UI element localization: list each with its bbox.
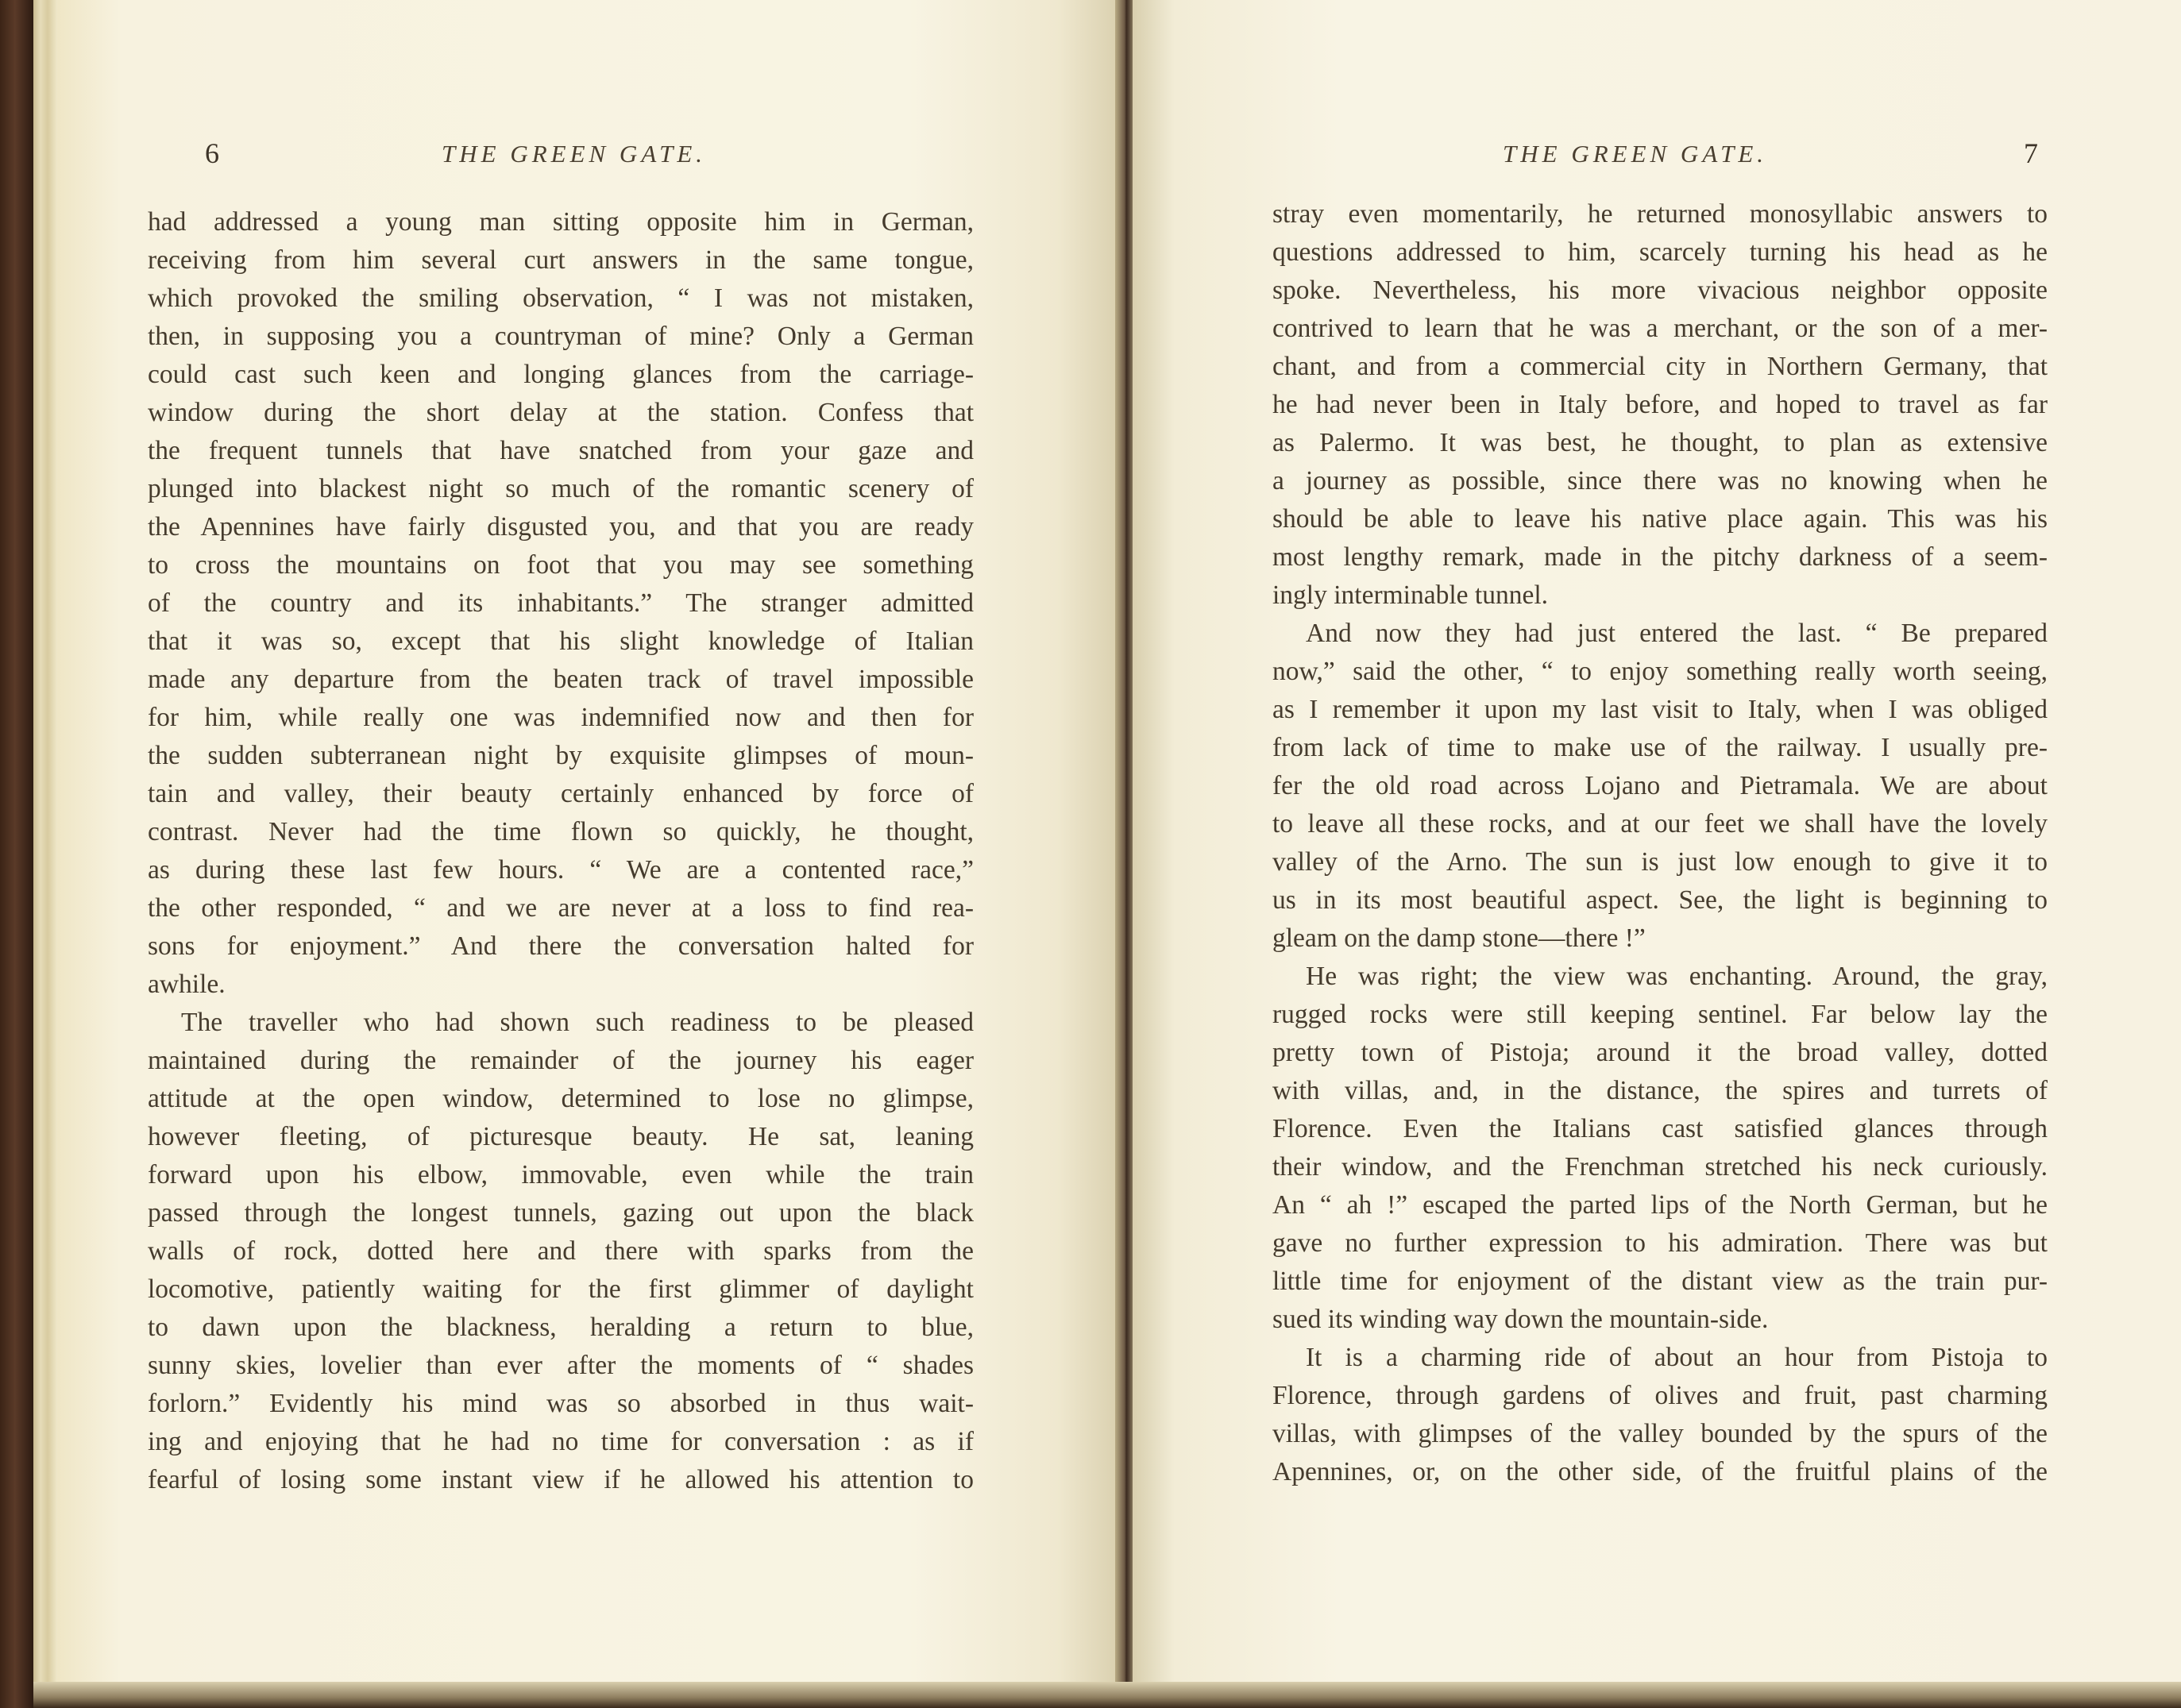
text-line: sons for enjoyment.” And there the conversation halted for — [148, 931, 974, 961]
text-line: of the country and its inhabitants.” The stranger admitted — [148, 588, 974, 618]
text-line: to cross the mountains on foot that you may see something — [148, 550, 974, 580]
text-line: that it was so, except that his slight knowledge of Italian — [148, 627, 974, 656]
text-line: pretty town of Pistoja; around it the broad valley, dotted — [1272, 1038, 2048, 1067]
text-line: from lack of time to make use of the railway. I usually pre- — [1272, 733, 2048, 762]
text-line: plunged into blackest night so much of the romantic scenery of — [148, 474, 974, 503]
text-line: chant, and from a commercial city in Northern Germany, that — [1272, 352, 2048, 381]
text-line: as during these last few hours. “ We are a contented race,” — [148, 855, 974, 885]
text-line: their window, and the Frenchman stretched his neck curiously. — [1272, 1152, 2048, 1182]
right-page-number: 7 — [2024, 137, 2038, 169]
text-line: questions addressed to him, scarcely turning his head as he — [1272, 237, 2048, 267]
text-line: passed through the longest tunnels, gazing out upon the black — [148, 1198, 974, 1228]
text-line: could cast such keen and longing glances from the carriage- — [148, 360, 974, 389]
text-line: now,” said the other, “ to enjoy something really worth seeing, — [1272, 657, 2048, 686]
text-line: sued its winding way down the mountain-side. — [1272, 1305, 1769, 1334]
text-line: fer the old road across Lojano and Pietramala. We are about — [1272, 771, 2048, 800]
text-line: to dawn upon the blackness, heralding a return to blue, — [148, 1313, 974, 1342]
page-stack-edge — [33, 0, 57, 1708]
text-line: for him, while really one was indemnified now and then for — [148, 703, 974, 732]
text-line: forward upon his elbow, immovable, even while the train — [148, 1160, 974, 1189]
text-line: Florence. Even the Italians cast satisfied glances through — [1272, 1114, 2048, 1143]
right-running-head: THE GREEN GATE. — [1503, 140, 1768, 168]
text-line: villas, with glimpses of the valley bounded by the spurs of the — [1272, 1419, 2048, 1448]
text-line: receiving from him several curt answers in the same tongue, — [148, 245, 974, 275]
text-line: valley of the Arno. The sun is just low enough to give it to — [1272, 847, 2048, 877]
text-line: the other responded, “ and we are never at a loss to find rea- — [148, 893, 974, 923]
text-line: stray even momentarily, he returned monosyllabic answers to — [1272, 199, 2048, 229]
text-line: spoke. Nevertheless, his more vivacious neighbor opposite — [1272, 276, 2048, 305]
right-page-body — [1272, 195, 2048, 1491]
text-line: tain and valley, their beauty certainly enhanced by force of — [148, 779, 974, 808]
text-line: the Apennines have fairly disgusted you, and that you are ready — [148, 512, 974, 542]
left-page-body — [148, 203, 974, 1499]
text-line: He was right; the view was enchanting. Around, the gray, — [1306, 962, 2048, 991]
text-line: gave no further expression to his admiration. There was but — [1272, 1228, 2048, 1258]
text-line: contrast. Never had the time flown so quickly, he thought, — [148, 817, 974, 846]
text-line: a journey as possible, since there was no knowing when he — [1272, 466, 2048, 495]
text-line: he had never been in Italy before, and hoped to travel as far — [1272, 390, 2048, 419]
left-page-number: 6 — [205, 137, 219, 169]
text-line: the frequent tunnels that have snatched from your gaze and — [148, 436, 974, 465]
text-line: fearful of losing some instant view if he allowed his attention to — [148, 1465, 974, 1494]
text-line: And now they had just entered the last. “ Be prepared — [1306, 619, 2048, 648]
book-bottom-edge — [33, 1682, 2181, 1708]
text-line: contrived to learn that he was a merchant, or the son of a mer- — [1272, 314, 2048, 343]
text-line: walls of rock, dotted here and there with sparks from the — [148, 1236, 974, 1266]
text-line: then, in supposing you a countryman of mine? Only a German — [148, 322, 974, 351]
text-line: maintained during the remainder of the journey his eager — [148, 1046, 974, 1075]
text-line: Apennines, or, on the other side, of the fruitful plains of the — [1272, 1457, 2048, 1486]
text-line: with villas, and, in the distance, the spires and turrets of — [1272, 1076, 2048, 1105]
text-line: An “ ah !” escaped the parted lips of the North German, but he — [1272, 1190, 2048, 1220]
book-cover-edge — [0, 0, 33, 1708]
text-line: made any departure from the beaten track of travel impossible — [148, 665, 974, 694]
text-line: as I remember it upon my last visit to Italy, when I was obliged — [1272, 695, 2048, 724]
text-line: as Palermo. It was best, he thought, to plan as extensive — [1272, 428, 2048, 457]
text-line: the sudden subterranean night by exquisite glimpses of moun- — [148, 741, 974, 770]
text-line: had addressed a young man sitting opposite him in German, — [148, 207, 974, 237]
text-line: gleam on the damp stone—there !” — [1272, 923, 1646, 953]
text-line: however fleeting, of picturesque beauty. He sat, leaning — [148, 1122, 974, 1151]
text-line: The traveller who had shown such readiness to be pleased — [181, 1008, 974, 1037]
text-line: Florence, through gardens of olives and fruit, past charming — [1272, 1381, 2048, 1410]
text-line: which provoked the smiling observation, “ I was not mistaken, — [148, 283, 974, 313]
text-line: ing and enjoying that he had no time for conversation : as if — [148, 1427, 974, 1456]
text-line: should be able to leave his native place again. This was his — [1272, 504, 2048, 534]
text-line: to leave all these rocks, and at our feet we shall have the lovely — [1272, 809, 2048, 839]
text-line: window during the short delay at the station. Confess that — [148, 398, 974, 427]
text-line: ingly interminable tunnel. — [1272, 580, 1549, 610]
left-running-head: THE GREEN GATE. — [442, 140, 707, 168]
text-line: locomotive, patiently waiting for the first glimmer of daylight — [148, 1274, 974, 1304]
text-line: forlorn.” Evidently his mind was so absorbed in thus wait- — [148, 1389, 974, 1418]
text-line: little time for enjoyment of the distant view as the train pur- — [1272, 1267, 2048, 1296]
text-line: us in its most beautiful aspect. See, the light is beginning to — [1272, 885, 2048, 915]
text-line: awhile. — [148, 970, 226, 999]
text-line: sunny skies, lovelier than ever after the moments of “ shades — [148, 1351, 974, 1380]
text-line: rugged rocks were still keeping sentinel. Far below lay the — [1272, 1000, 2048, 1029]
text-line: attitude at the open window, determined to lose no glimpse, — [148, 1084, 974, 1113]
text-line: most lengthy remark, made in the pitchy darkness of a seem- — [1272, 542, 2048, 572]
text-line: It is a charming ride of about an hour from Pistoja to — [1306, 1343, 2048, 1372]
